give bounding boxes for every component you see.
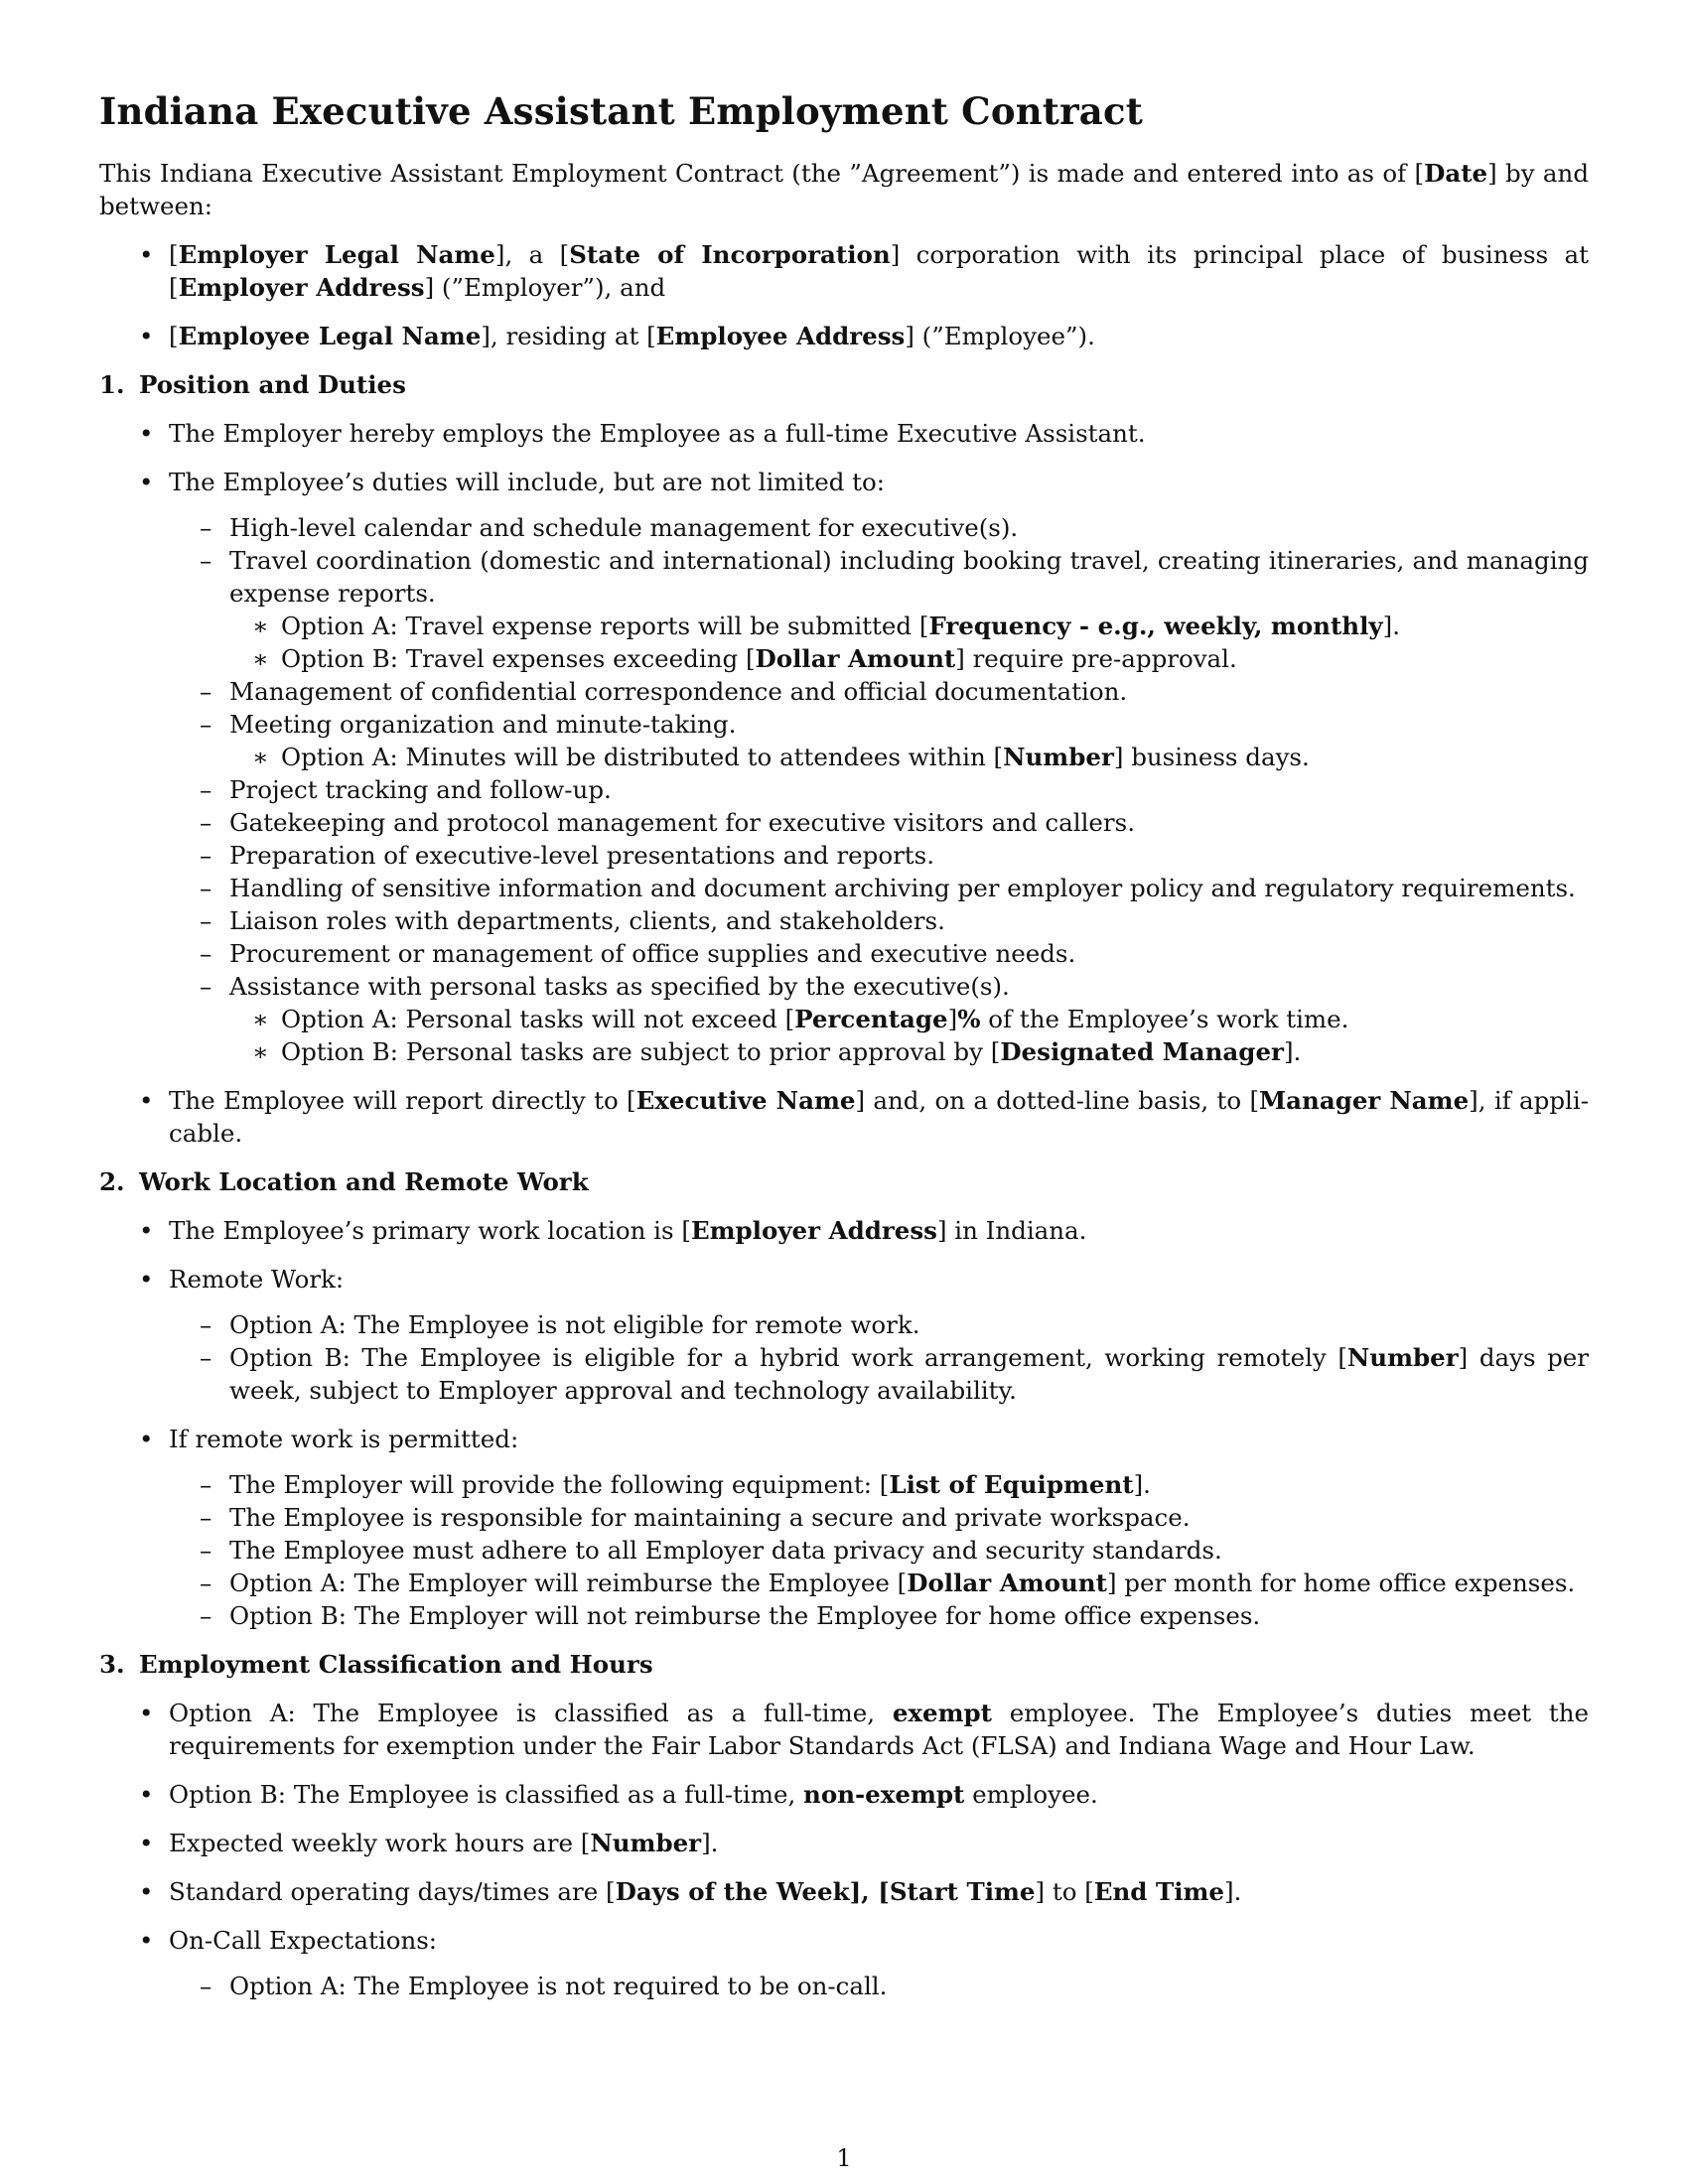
option-list [229, 1003, 1589, 1068]
duty-item: – Project tracking and follow-up. [229, 773, 1589, 806]
remote-terms-list [169, 1468, 1589, 1632]
list-item: • Option B: The Employee is classified as a full-time, non-exempt employee. [169, 1778, 1589, 1811]
duty-item: – Handling of sensitive information and document archiving per employer policy and regulatory requirements. [229, 872, 1589, 904]
duty-item: – Preparation of executive-level presentations and reports. [229, 839, 1589, 872]
employee-party: • [Employee Legal Name], residing at [Employee Address] (”Employee”). [169, 320, 1589, 352]
term-item: – The Employee must adhere to all Employer data privacy and security standards. [229, 1534, 1589, 1567]
list-item: • The Employee will report directly to [Executive Name] and, on a dotted-line basis, to [Manager Name], if appli-cable. [169, 1084, 1589, 1150]
duty-item: – Assistance with personal tasks as specified by the executive(s). ∗ Option A: Personal tasks will not exceed [Percentage]% of the Employee’s work time. ∗ Option B: Personal tasks are subject to prior approval by [Designated Manager]. [229, 970, 1589, 1068]
list-item: • On-Call Expectations: – Option A: The Employee is not required to be on-call. [169, 1924, 1589, 2002]
list-item: • The Employer hereby employs the Employee as a full-time Executive Assistant. [169, 417, 1589, 450]
list-item: • The Employee’s primary work location is [Employer Address] in Indiana. [169, 1214, 1589, 1247]
oncall-options-list [169, 1970, 1589, 2002]
term-item: – The Employee is responsible for maintaining a secure and private workspace. [229, 1501, 1589, 1534]
list-item: • Expected weekly work hours are [Number]. [169, 1827, 1589, 1859]
list-item: • If remote work is permitted: – The Employer will provide the following equipment: [List of Equipment]. – The Employee is responsible for maintaining a secure and private workspace. – The Employee must adhere to all Employer data privacy and security standards. – Option A: The Employer will reimburse the Employee [Dollar Amount] per month for home office expenses. – Option B: The Employer will not reimburse the Employee for home office expenses. [169, 1423, 1589, 1632]
option-list [229, 610, 1589, 675]
page-number: 1 [836, 2144, 852, 2172]
remote-options-list [169, 1308, 1589, 1407]
document-page [99, 87, 1589, 2018]
duties-list [169, 511, 1589, 1068]
duty-item: – Travel coordination (domestic and international) including booking travel, creating itineraries, and managing expense reports. ∗ Option A: Travel expense reports will be submitted [Frequency - e.g., weekly, monthly]. ∗ Option B: Travel expenses exceeding [Dollar Amount] require pre-approval. [229, 544, 1589, 675]
employer-party: • [Employer Legal Name], a [State of Incorporation] corporation with its principal place of business at [Employer Address] (”Employer”), and [169, 238, 1589, 304]
section-2-list [99, 1214, 1589, 1632]
document-title: Indiana Executive Assistant Employment Contract [99, 89, 1143, 133]
section-heading-work-location: 2. Work Location and Remote Work [99, 1167, 589, 1196]
list-item: • Remote Work: – Option A: The Employee is not eligible for remote work. – Option B: The Employee is eligible for a hybrid work arrangement, working remotely [Number] days per week, subject to Employer approval and technology availability. [169, 1263, 1589, 1407]
option-item: – Option A: The Employee is not eligible for remote work. [229, 1308, 1589, 1341]
option-item: ∗ Option B: Personal tasks are subject to prior approval by [Designated Manager]. [281, 1035, 1589, 1068]
term-item: – The Employer will provide the following equipment: [List of Equipment]. [229, 1468, 1589, 1501]
section-heading-classification-hours: 3. Employment Classification and Hours [99, 1650, 653, 1679]
duty-item: – High-level calendar and schedule management for executive(s). [229, 511, 1589, 544]
option-item: – Option B: The Employee is eligible for a hybrid work arrangement, working remotely [Number] days per week, subject to Employer approval and technology availability. [229, 1341, 1589, 1407]
list-item: • The Employee’s duties will include, but are not limited to: – High-level calendar and schedule management for executive(s). – Travel coordination (domestic and international) including booking travel, creating itineraries, and managing expense reports. ∗ Option A: Travel expense reports will be submitted [Frequency - e.g., weekly, monthly]. ∗ Option B: Travel expenses exceeding [Dollar Amount] require pre-approval. – Management of confidential correspondence and official documentation. – Meeting organization and minute-taking. ∗ Option A: Minutes will be distributed to attendees within [Number] business days. – Project tracking and follow-up. – Gatekeeping and protocol management for executive visitors and callers. – Preparation of executive-level presentations and reports. – Handling of sensitive information and document archiving per employer policy and regulatory requirements. – Liaison roles with departments, clients, and stakeholders. – Procurement or management of office supplies and executive needs. – Assistance with personal tasks as specified by the executive(s). ∗ Option A: Personal tasks will not exceed [Percentage]% of the Employee’s work time. ∗ Option B: Personal tasks are subject to prior approval by [Designated Manager]. [169, 466, 1589, 1068]
option-item: ∗ Option A: Travel expense reports will be submitted [Frequency - e.g., weekly, monthly]. [281, 610, 1589, 642]
list-item: • Option A: The Employee is classified as a full-time, exempt employee. The Employee’s duties meet the requirements for exemption under the Fair Labor Standards Act (FLSA) and Indiana Wage and Hour Law. [169, 1697, 1589, 1762]
section-3-list [99, 1697, 1589, 2002]
parties-list [99, 238, 1589, 352]
option-item: ∗ Option A: Personal tasks will not exceed [Percentage]% of the Employee’s work time. [281, 1003, 1589, 1035]
option-list [229, 741, 1589, 773]
duty-item: – Management of confidential correspondence and official documentation. [229, 675, 1589, 708]
duty-item: – Liaison roles with departments, clients, and stakeholders. [229, 904, 1589, 937]
duty-item: – Procurement or management of office supplies and executive needs. [229, 937, 1589, 970]
option-item: – Option A: The Employee is not required to be on-call. [229, 1970, 1589, 2002]
term-item: – Option A: The Employer will reimburse the Employee [Dollar Amount] per month for home office expenses. [229, 1567, 1589, 1599]
option-item: ∗ Option B: Travel expenses exceeding [Dollar Amount] require pre-approval. [281, 642, 1589, 675]
intro-paragraph: This Indiana Executive Assistant Employment Contract (the ”Agreement”) is made and entered into as of [Date] by and between: [99, 159, 1590, 220]
duty-item: – Gatekeeping and protocol management for executive visitors and callers. [229, 806, 1589, 839]
section-1-list [99, 417, 1589, 1150]
section-heading-position-duties: 1. Position and Duties [99, 370, 406, 399]
date-placeholder: Date [1424, 159, 1488, 188]
list-item: • Standard operating days/times are [Days of the Week], [Start Time] to [End Time]. [169, 1875, 1589, 1908]
duty-item: – Meeting organization and minute-taking. ∗ Option A: Minutes will be distributed to attendees within [Number] business days. [229, 708, 1589, 773]
term-item: – Option B: The Employer will not reimburse the Employee for home office expenses. [229, 1599, 1589, 1632]
option-item: ∗ Option A: Minutes will be distributed to attendees within [Number] business days. [281, 741, 1589, 773]
